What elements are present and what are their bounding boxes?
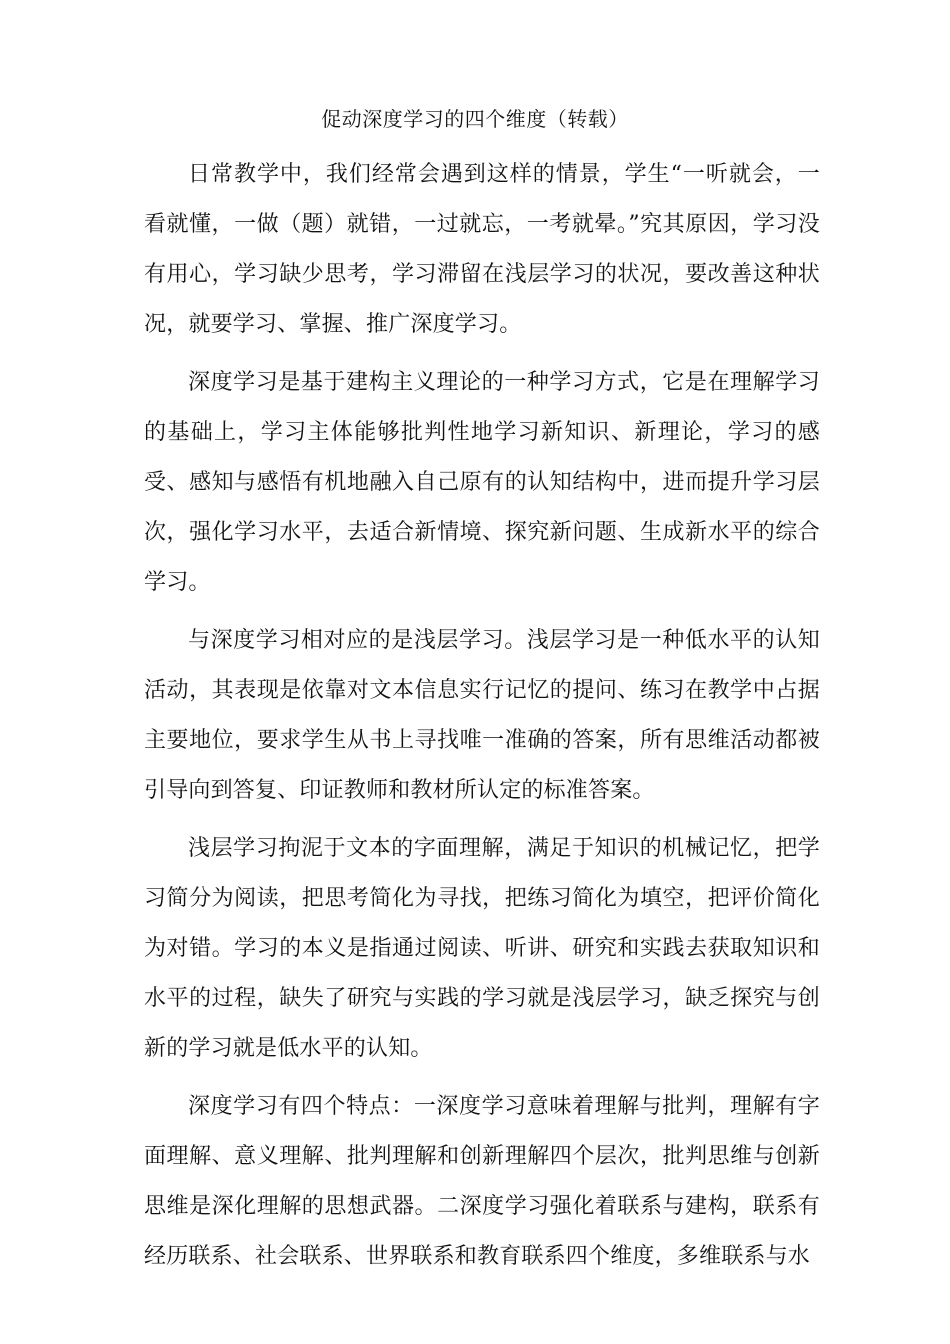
document-title: 促动深度学习的四个维度（转载） xyxy=(321,107,629,131)
paragraph-5: 深度学习有四个特点：一深度学习意味着理解与批判，理解有字面理解、意义理解、批判理解和创新理解四个层次，批判思维与创新思维是深化理解的思想武器。二深度学习强化着联系与建构，联系有经历联系、社会联系、世界联系和教育联系四个维度，多维联系与水 xyxy=(144,1094,820,1269)
document-body xyxy=(144,150,820,1290)
paragraph-2: 深度学习是基于建构主义理论的一种学习方式，它是在理解学习的基础上，学习主体能够批判性地学习新知识、新理论，学习的感受、感知与感悟有机地融入自己原有的认知结构中，进而提升学习层次，强化学习水平，去适合新情境、探究新问题、生成新水平的综合学习。 xyxy=(144,370,820,595)
paragraph-3: 与深度学习相对应的是浅层学习。浅层学习是一种低水平的认知活动，其表现是依靠对文本信息实行记忆的提问、练习在教学中占据主要地位，要求学生从书上寻找唯一准确的答案，所有思维活动都被引导向到答复、印证教师和教材所认定的标准答案。 xyxy=(144,628,820,803)
paragraph-1: 日常教学中，我们经常会遇到这样的情景，学生“一听就会，一看就懂，一做（题）就错，一过就忘，一考就晕。”究其原因，学习没有用心，学习缺少思考，学习滞留在浅层学习的状况，要改善这种状况，就要学习、掌握、推广深度学习。 xyxy=(144,162,820,337)
paragraph-4: 浅层学习拘泥于文本的字面理解，满足于知识的机械记忆，把学习简分为阅读，把思考简化为寻找，把练习简化为填空，把评价简化为对错。学习的本义是指通过阅读、听讲、研究和实践去获取知识和水平的过程，缺失了研究与实践的学习就是浅层学习，缺乏探究与创新的学习就是低水平的认知。 xyxy=(144,836,820,1061)
